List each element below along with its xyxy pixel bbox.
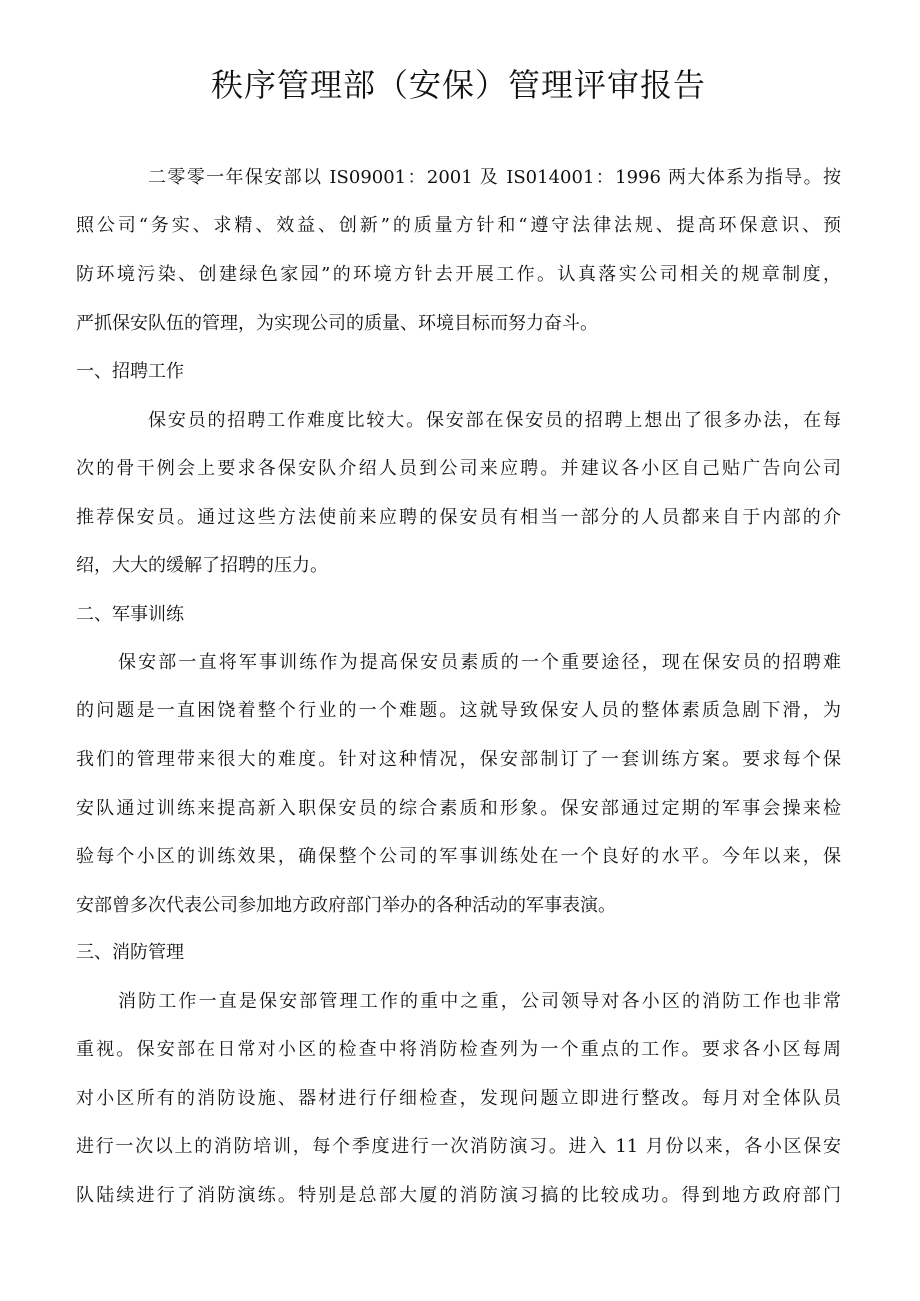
section-line: 绍，大大的缓解了招聘的压力。 (76, 555, 328, 576)
section-line: 保安部一直将军事训练作为提高保安员素质的一个重要途径，现在保安员的招聘难 (118, 652, 841, 673)
section-line: 保安员的招聘工作难度比较大。保安部在保安员的招聘上想出了很多办法，在每 (148, 410, 841, 431)
intro-line: 照公司“务实、求精、效益、创新”的质量方针和“遵守法律法规、提高环保意识、预 (76, 215, 841, 236)
intro-line: 严抓保安队伍的管理，为实现公司的质量、环境目标而努力奋斗。 (76, 313, 598, 334)
section-line: 安部曾多次代表公司参加地方政府部门举办的各种活动的军事表演。 (76, 895, 616, 916)
section-line: 我们的管理带来很大的难度。针对这种情况，保安部制订了一套训练方案。要求每个保 (76, 749, 841, 770)
section-line: 的问题是一直困饶着整个行业的一个难题。这就导致保安人员的整体素质急剧下滑，为 (76, 700, 841, 721)
section-heading-fire-safety: 三、消防管理 (76, 942, 184, 963)
section-line: 验每个小区的训练效果，确保整个公司的军事训练处在一个良好的水平。今年以来，保 (76, 846, 841, 867)
section-line: 安队通过训练来提高新入职保安员的综合素质和形象。保安部通过定期的军事会操来检 (76, 798, 841, 819)
section-line: 队陆续进行了消防演练。特别是总部大厦的消防演习搞的比较成功。得到地方政府部门 (76, 1185, 841, 1206)
section-line: 消防工作一直是保安部管理工作的重中之重，公司领导对各小区的消防工作也非常 (118, 991, 841, 1012)
section-line: 推荐保安员。通过这些方法使前来应聘的保安员有相当一部分的人员都来自于内部的介 (76, 507, 841, 528)
section-line: 重视。保安部在日常对小区的检查中将消防检查列为一个重点的工作。要求各小区每周 (76, 1039, 841, 1060)
section-line: 进行一次以上的消防培训，每个季度进行一次消防演习。进入 11 月份以来，各小区保安 (76, 1136, 841, 1157)
intro-line: 防环境污染、创建绿色家园”的环境方针去开展工作。认真落实公司相关的规章制度， (76, 264, 841, 285)
section-line: 次的骨干例会上要求各保安队介绍人员到公司来应聘。并建议各小区自己贴广告向公司 (76, 458, 841, 479)
document-title: 秩序管理部（安保）管理评审报告 (210, 66, 706, 104)
section-heading-recruitment: 一、招聘工作 (76, 361, 184, 382)
section-line: 对小区所有的消防设施、器材进行仔细检查，发现问题立即进行整改。每月对全体队员 (76, 1088, 841, 1109)
section-heading-training: 二、军事训练 (76, 604, 184, 625)
intro-line: 二零零一年保安部以 IS09001：2001 及 IS014001：1996 两大体系为指导。按 (148, 167, 841, 188)
